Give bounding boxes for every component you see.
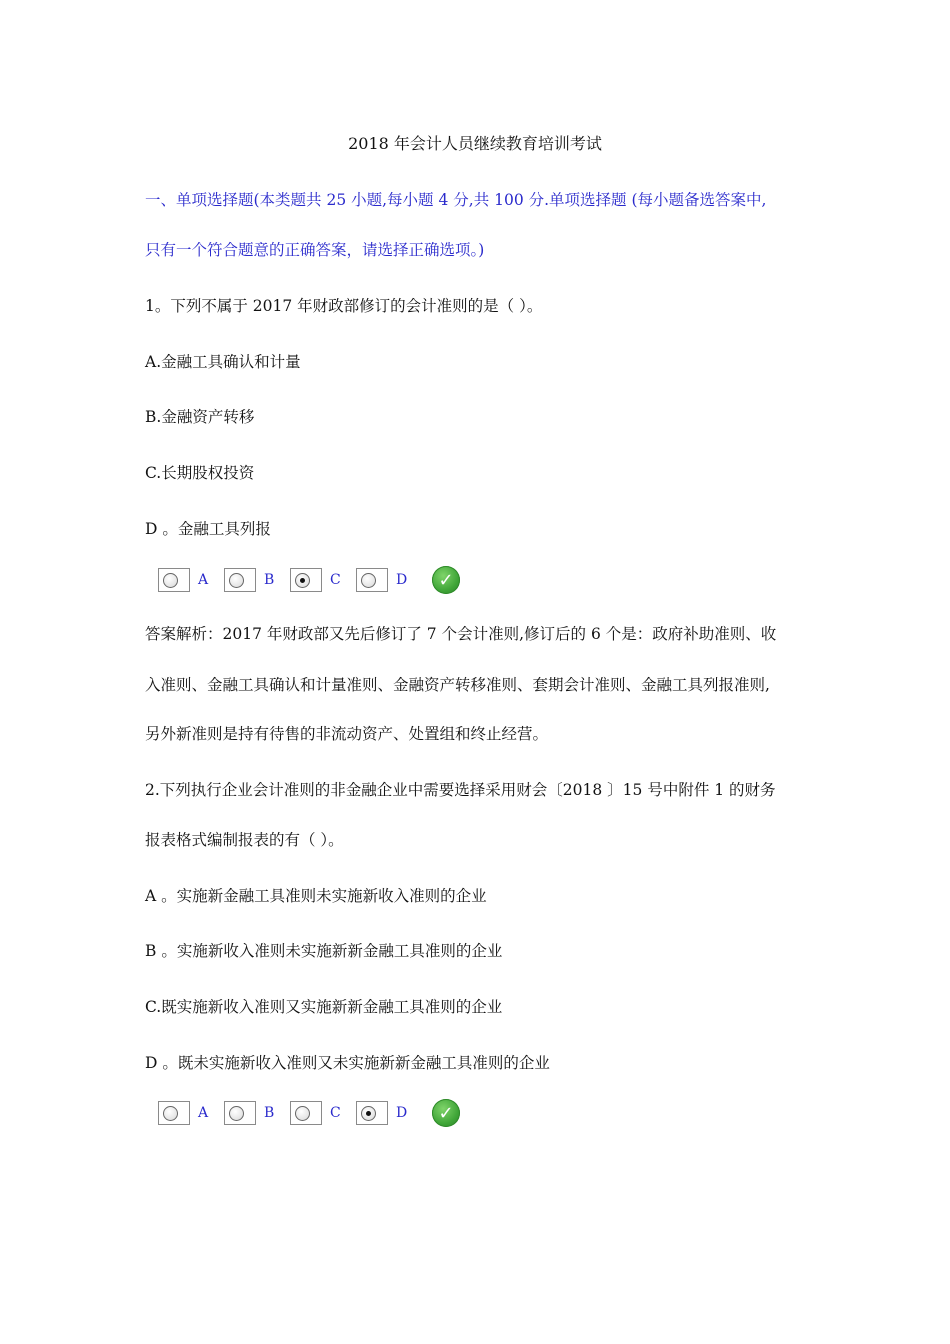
question-1-explanation-line-2: 入准则、金融工具确认和计量准则、金融资产转移准则、套期会计准则、金融工具列报准则, [145,676,770,694]
question-2-answer-row [158,1099,460,1127]
question-1-option-a: A.金融工具确认和计量 [145,353,301,371]
question-1-choice-b[interactable] [224,568,278,592]
radio-box[interactable] [224,568,256,592]
radio-icon[interactable] [229,573,244,588]
question-1-option-c: C.长期股权投资 [145,464,255,482]
question-1-explanation-line-3: 另外新准则是持有待售的非流动资产、处置组和终止经营。 [145,725,549,743]
question-1-choice-c[interactable] [290,568,344,592]
radio-icon[interactable] [163,573,178,588]
check-icon: ✓ [432,1099,460,1127]
choice-label: B [264,1105,275,1121]
question-2-option-d: D 。既未实施新收入准则又未实施新新金融工具准则的企业 [145,1054,550,1072]
radio-box[interactable] [158,1101,190,1125]
question-1-choice-d[interactable] [356,568,410,592]
question-2-choice-c[interactable] [290,1101,344,1125]
choice-label: A [198,1105,209,1121]
choice-label: C [330,572,341,588]
question-2-option-c: C.既实施新收入准则又实施新新金融工具准则的企业 [145,998,503,1016]
question-1-option-d: D 。金融工具列报 [145,520,271,538]
radio-icon[interactable] [361,573,376,588]
radio-box[interactable] [356,568,388,592]
page-title: 2018 年会计人员继续教育培训考试 [348,134,602,153]
choice-label: A [198,572,209,588]
question-2-option-a: A 。实施新金融工具准则未实施新收入准则的企业 [145,887,487,905]
question-1-stem: 1。下列不属于 2017 年财政部修订的会计准则的是（ ）。 [145,297,543,315]
check-icon: ✓ [432,566,460,594]
question-1-explanation-line-1: 答案解析：2017 年财政部又先后修订了 7 个会计准则,修订后的 6 个是：政府补助准则、收 [145,625,777,643]
radio-box[interactable] [224,1101,256,1125]
question-1-choice-a[interactable] [158,568,212,592]
question-2-choice-b[interactable] [224,1101,278,1125]
choice-label: B [264,572,275,588]
radio-icon[interactable] [295,1106,310,1121]
radio-selected-icon[interactable] [295,573,310,588]
radio-box[interactable] [290,568,322,592]
question-1-option-b: B.金融资产转移 [145,408,255,426]
radio-selected-icon[interactable] [361,1106,376,1121]
question-2-stem-line-1: 2.下列执行企业会计准则的非金融企业中需要选择采用财会〔2018 〕15 号中附件 1 的财务 [145,781,776,799]
section-heading-line-2: 只有一个符合题意的正确答案，请选择正确选项。) [145,241,485,259]
radio-icon[interactable] [229,1106,244,1121]
question-2-choice-d[interactable] [356,1101,410,1125]
choice-label: C [330,1105,341,1121]
question-2-stem-line-2: 报表格式编制报表的有（ ）。 [145,831,344,849]
choice-label: D [396,572,408,588]
question-2-option-b: B 。实施新收入准则未实施新新金融工具准则的企业 [145,942,503,960]
question-2-choice-a[interactable] [158,1101,212,1125]
radio-icon[interactable] [163,1106,178,1121]
section-heading-line-1: 一、单项选择题(本类题共 25 小题,每小题 4 分,共 100 分.单项选择题 (每小题备选答案中, [145,191,767,209]
radio-box[interactable] [356,1101,388,1125]
question-1-answer-row [158,566,460,594]
choice-label: D [396,1105,408,1121]
radio-box[interactable] [158,568,190,592]
radio-box[interactable] [290,1101,322,1125]
